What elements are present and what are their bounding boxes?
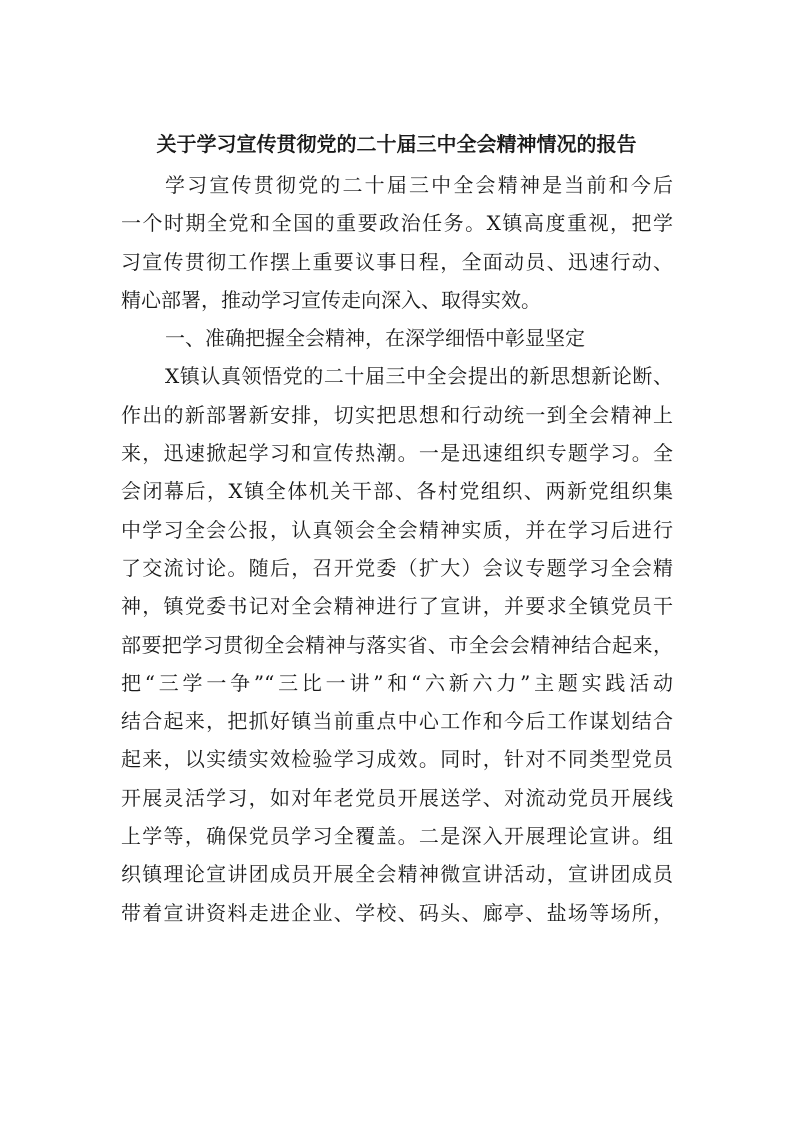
- document-body: [121, 166, 673, 932]
- text-line: 学习宣传贯彻党的二十届三中全会精神是当前和今后: [165, 173, 673, 197]
- text-line: 会闭幕后，X镇全体机关干部、各村党组织、两新党组织集: [121, 479, 673, 504]
- text-line: 中学习全会公报，认真领会全会精神实质，并在学习后进行: [121, 517, 673, 542]
- text-line: 来，迅速掀起学习和宣传热潮。一是迅速组织专题学习。全: [121, 441, 673, 466]
- text-line: 精心部署，推动学习宣传走向深入、取得实效。: [121, 287, 541, 312]
- text-line: 了交流讨论。随后，召开党委（扩大）会议专题学习全会精: [121, 555, 673, 580]
- text-line: 把“三学一争”“三比一讲”和“六新六力”主题实践活动: [121, 670, 673, 695]
- text-line: 开展灵活学习，如对年老党员开展送学、对流动党员开展线: [121, 785, 673, 810]
- text-line: 起来，以实绩实效检验学习成效。同时，针对不同类型党员: [121, 747, 673, 772]
- text-line: 部要把学习贯彻全会精神与落实省、市全会会精神结合起来，: [121, 632, 673, 657]
- text-line: 作出的新部署新安排，切实把思想和行动统一到全会精神上: [121, 402, 673, 427]
- text-line: 一、准确把握全会精神，在深学细悟中彰显坚定: [165, 326, 585, 351]
- text-line: 神，镇党委书记对全会精神进行了宣讲，并要求全镇党员干: [121, 594, 673, 619]
- text-line: X镇认真领悟党的二十届三中全会提出的新思想新论断、: [165, 364, 673, 389]
- text-line: 结合起来，把抓好镇当前重点中心工作和今后工作谋划结合: [121, 709, 673, 734]
- text-line: 习宣传贯彻工作摆上重要议事日程，全面动员、迅速行动、: [121, 249, 673, 274]
- text-line: 带着宣讲资料走进企业、学校、码头、廊亭、盐场等场所，: [121, 900, 673, 925]
- document-title: 关于学习宣传贯彻党的二十届三中全会精神情况的报告: [156, 132, 637, 156]
- text-line: 上学等，确保党员学习全覆盖。二是深入开展理论宣讲。组: [121, 824, 673, 849]
- text-line: 织镇理论宣讲团成员开展全会精神微宣讲活动，宣讲团成员: [121, 862, 673, 887]
- text-line: 一个时期全党和全国的重要政治任务。X镇高度重视，把学: [121, 211, 673, 236]
